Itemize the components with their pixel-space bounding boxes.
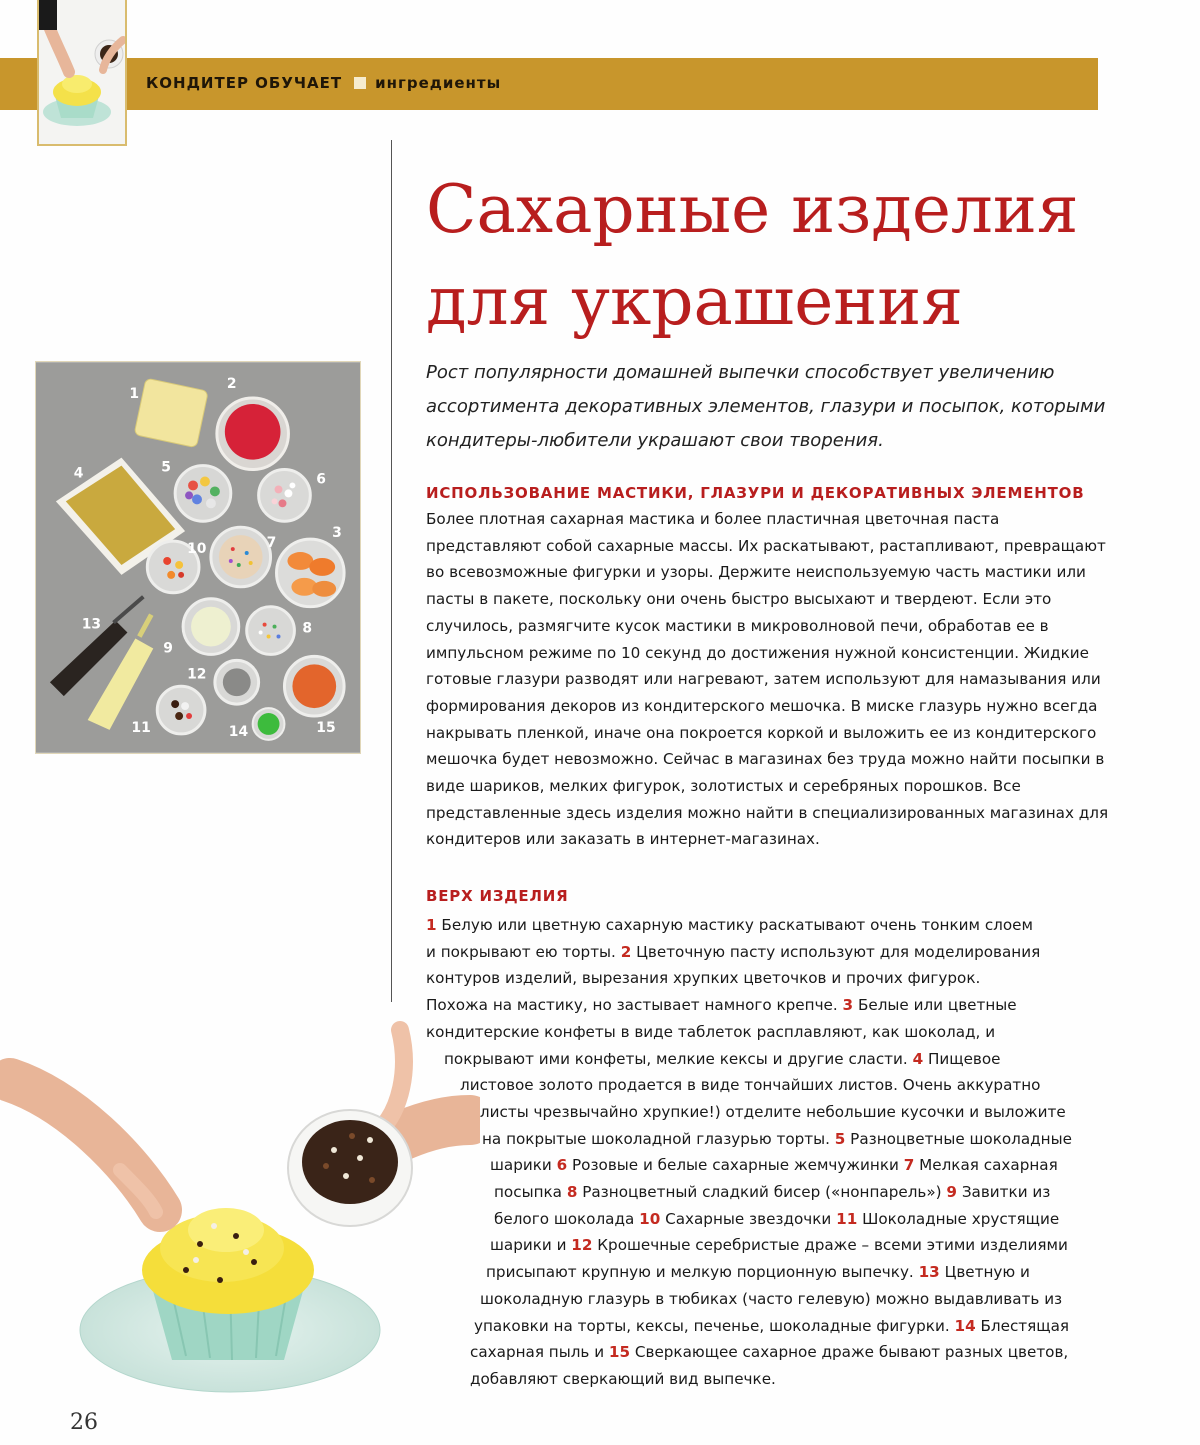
item-text: добавляют сверкающий вид выпечке. [470, 1369, 776, 1388]
photo-label-12: 12 [187, 666, 207, 683]
photo-label-1: 1 [129, 385, 140, 402]
item-number: 14 [954, 1316, 976, 1335]
list-line [490, 1152, 1200, 1179]
item-number: 10 [639, 1209, 661, 1228]
item-text: контуров изделий, вырезания хрупких цветочков и прочих фигурок. [426, 969, 981, 988]
item-8-bowl [247, 607, 295, 655]
title-line-2: для украшения [426, 263, 963, 340]
list-line [490, 1232, 1200, 1259]
photo-label-8: 8 [302, 620, 313, 637]
item-number: 15 [608, 1343, 631, 1362]
title-line-1: Сахарные изделия [426, 171, 1079, 248]
item-text: Блестящая [980, 1316, 1070, 1335]
lead-paragraph: Рост популярности домашней выпечки способствует увеличению ассортимента декоративных элементов, глазури и посыпок, которыми кондитеры-любители украшают свои творения. [426, 362, 1106, 451]
photo-label-14: 14 [228, 723, 249, 740]
ingredients-photo [35, 361, 361, 754]
item-number: 1 [426, 916, 437, 934]
photo-label-2: 2 [226, 376, 237, 393]
list-line [426, 965, 1200, 992]
section-heading-toppings: ВЕРХ ИЗДЕЛИЯ [426, 887, 569, 905]
item-text: упаковки на торты, кексы, печенье, шоколадные фигурки. [474, 1316, 950, 1335]
header-thumbnail [37, 0, 127, 146]
item-text: покрывают ими конфеты, мелкие кексы и другие сласти. [444, 1049, 908, 1068]
section-heading-decor: ИСПОЛЬЗОВАНИЕ МАСТИКИ, ГЛАЗУРИ И ДЕКОРАТИВНЫХ ЭЛЕМЕНТОВ [426, 484, 1085, 502]
list-line [444, 1046, 1200, 1073]
item-text: кондитерские конфеты в виде таблеток расплавляют, как шоколад, и [426, 1022, 996, 1041]
cupcake-photo [0, 1000, 480, 1420]
photo-label-10: 10 [187, 541, 207, 558]
item-text: шарики [490, 1156, 552, 1175]
list-line [460, 1072, 1200, 1099]
item-number: 2 [620, 942, 632, 961]
photo-label-13: 13 [81, 616, 102, 633]
item-text: шарики и [490, 1236, 567, 1255]
list-line [426, 939, 1200, 966]
item-number: 12 [571, 1236, 593, 1255]
list-line [470, 1366, 1200, 1393]
cupcake-thumbnail-icon [39, 0, 125, 146]
item-text: (листы чрезвычайно хрупкие!) отделите небольшие кусочки и выложите [474, 1102, 1066, 1121]
page-number: 26 [70, 1410, 98, 1435]
item-text: сахарная пыль и [470, 1343, 605, 1362]
item-text: Сахарные звездочки [665, 1209, 832, 1228]
list-line [482, 1126, 1200, 1153]
item-number: 13 [918, 1263, 940, 1282]
item-number: 8 [566, 1183, 578, 1202]
item-text: Белую или цветную сахарную мастику раскатывают очень тонким слоем [441, 916, 1033, 934]
section-body-decor: Более плотная сахарная мастика и более пластичная цветочная паста представляют собой сахарные массы. Их раскатывают, растапливают, превращают во всевозможные фигурки и узоры. Держите неиспользуемую часть мастики или пасты в пакете, поскольку они очень быстро высыхают и твердеют. Если это случилось, размягчите кусок мастики в микроволновой печи, обработав ее в импульсном режиме по 10 секунд до достижения нужной консистенции. Жидкие готовые глазури разводят или нагревают, затем используют для намазывания или формирования декоров из кондитерского мешочка. В миске глазурь нужно всегда накрывать пленкой, иначе она покроется коркой и выложить ее из кондитерского мешочка будет невозможно. Сейчас в магазинах без труда можно найти посыпки в виде шариков, мелких фигурок, золотистых и серебряных порошков. Все представленные здесь изделия можно найти в специализированных магазинах для кондитеров или заказать в интернет-магазинах. [426, 510, 1109, 849]
list-line [474, 1313, 1200, 1340]
item-11-bowl [157, 686, 205, 734]
list-line [494, 1206, 1200, 1233]
item-text: Разноцветный сладкий бисер («нонпарель») [582, 1183, 942, 1202]
photo-label-5: 5 [161, 459, 171, 476]
item-text: Белые или цветные [857, 996, 1017, 1015]
list-line [426, 992, 1200, 1019]
item-text: белого шоколада [494, 1209, 635, 1228]
item-text: и покрывают ею торты. [426, 942, 616, 961]
item-number: 5 [834, 1129, 846, 1148]
photo-label-4: 4 [73, 465, 84, 482]
item-text: Похожа на мастику, но застывает намного крепче. [426, 996, 838, 1015]
item-text: Шоколадные хрустящие [862, 1209, 1060, 1228]
section-name: КОНДИТЕР ОБУЧАЕТ [146, 74, 343, 92]
item-text: на покрытые шоколадной глазурью торты. [482, 1129, 830, 1148]
item-number: 7 [903, 1156, 915, 1175]
list-line [470, 1339, 1200, 1366]
item-number: 11 [836, 1209, 858, 1228]
list-line [426, 1019, 1200, 1046]
list-line [486, 1259, 1200, 1286]
item-number: 6 [556, 1156, 568, 1175]
page-title [426, 164, 1078, 348]
separator-square-icon [354, 77, 366, 89]
item-text: Цветную и [944, 1263, 1030, 1282]
item-number: 4 [912, 1049, 924, 1068]
item-text: Крошечные серебристые драже – всеми этими изделиями [597, 1236, 1068, 1255]
item-5-bowl [175, 466, 231, 522]
item-text: Завитки из [961, 1183, 1051, 1202]
item-text: Мелкая сахарная [919, 1156, 1058, 1175]
item-text: Цветочную пасту используют для моделирования [636, 942, 1041, 961]
item-text: посыпка [494, 1183, 562, 1202]
item-text: листовое золото продается в виде тончайших листов. Очень аккуратно [460, 1076, 1041, 1095]
photo-label-3: 3 [332, 525, 342, 542]
item-6-bowl [259, 470, 311, 522]
item-text: присыпают крупную и мелкую порционную выпечку. [486, 1263, 914, 1282]
header-label [146, 74, 501, 92]
item-text: Сверкающее сахарное драже бывают разных цветов, [634, 1343, 1069, 1362]
list-line [494, 1179, 1200, 1206]
item-text: шоколадную глазурь в тюбиках (часто гелевую) можно выдавливать из [480, 1289, 1063, 1308]
item-text: Розовые и белые сахарные жемчужинки [572, 1156, 899, 1175]
photo-label-15: 15 [316, 719, 336, 736]
list-line [426, 912, 1200, 939]
photo-label-6: 6 [316, 471, 326, 488]
item-3-bowl [277, 539, 345, 607]
photo-label-7: 7 [266, 535, 277, 552]
list-line [474, 1099, 1200, 1126]
photo-label-9: 9 [163, 640, 173, 657]
item-number: 3 [842, 996, 854, 1015]
column-divider [391, 140, 392, 1002]
item-text: Разноцветные шоколадные [850, 1129, 1072, 1148]
item-1-fondant-block [134, 378, 208, 448]
item-number: 9 [946, 1183, 957, 1202]
photo-label-11: 11 [131, 719, 151, 736]
topic-name: ингредиенты [375, 74, 502, 92]
list-line [480, 1286, 1200, 1313]
item-text: Пищевое [927, 1049, 1001, 1068]
